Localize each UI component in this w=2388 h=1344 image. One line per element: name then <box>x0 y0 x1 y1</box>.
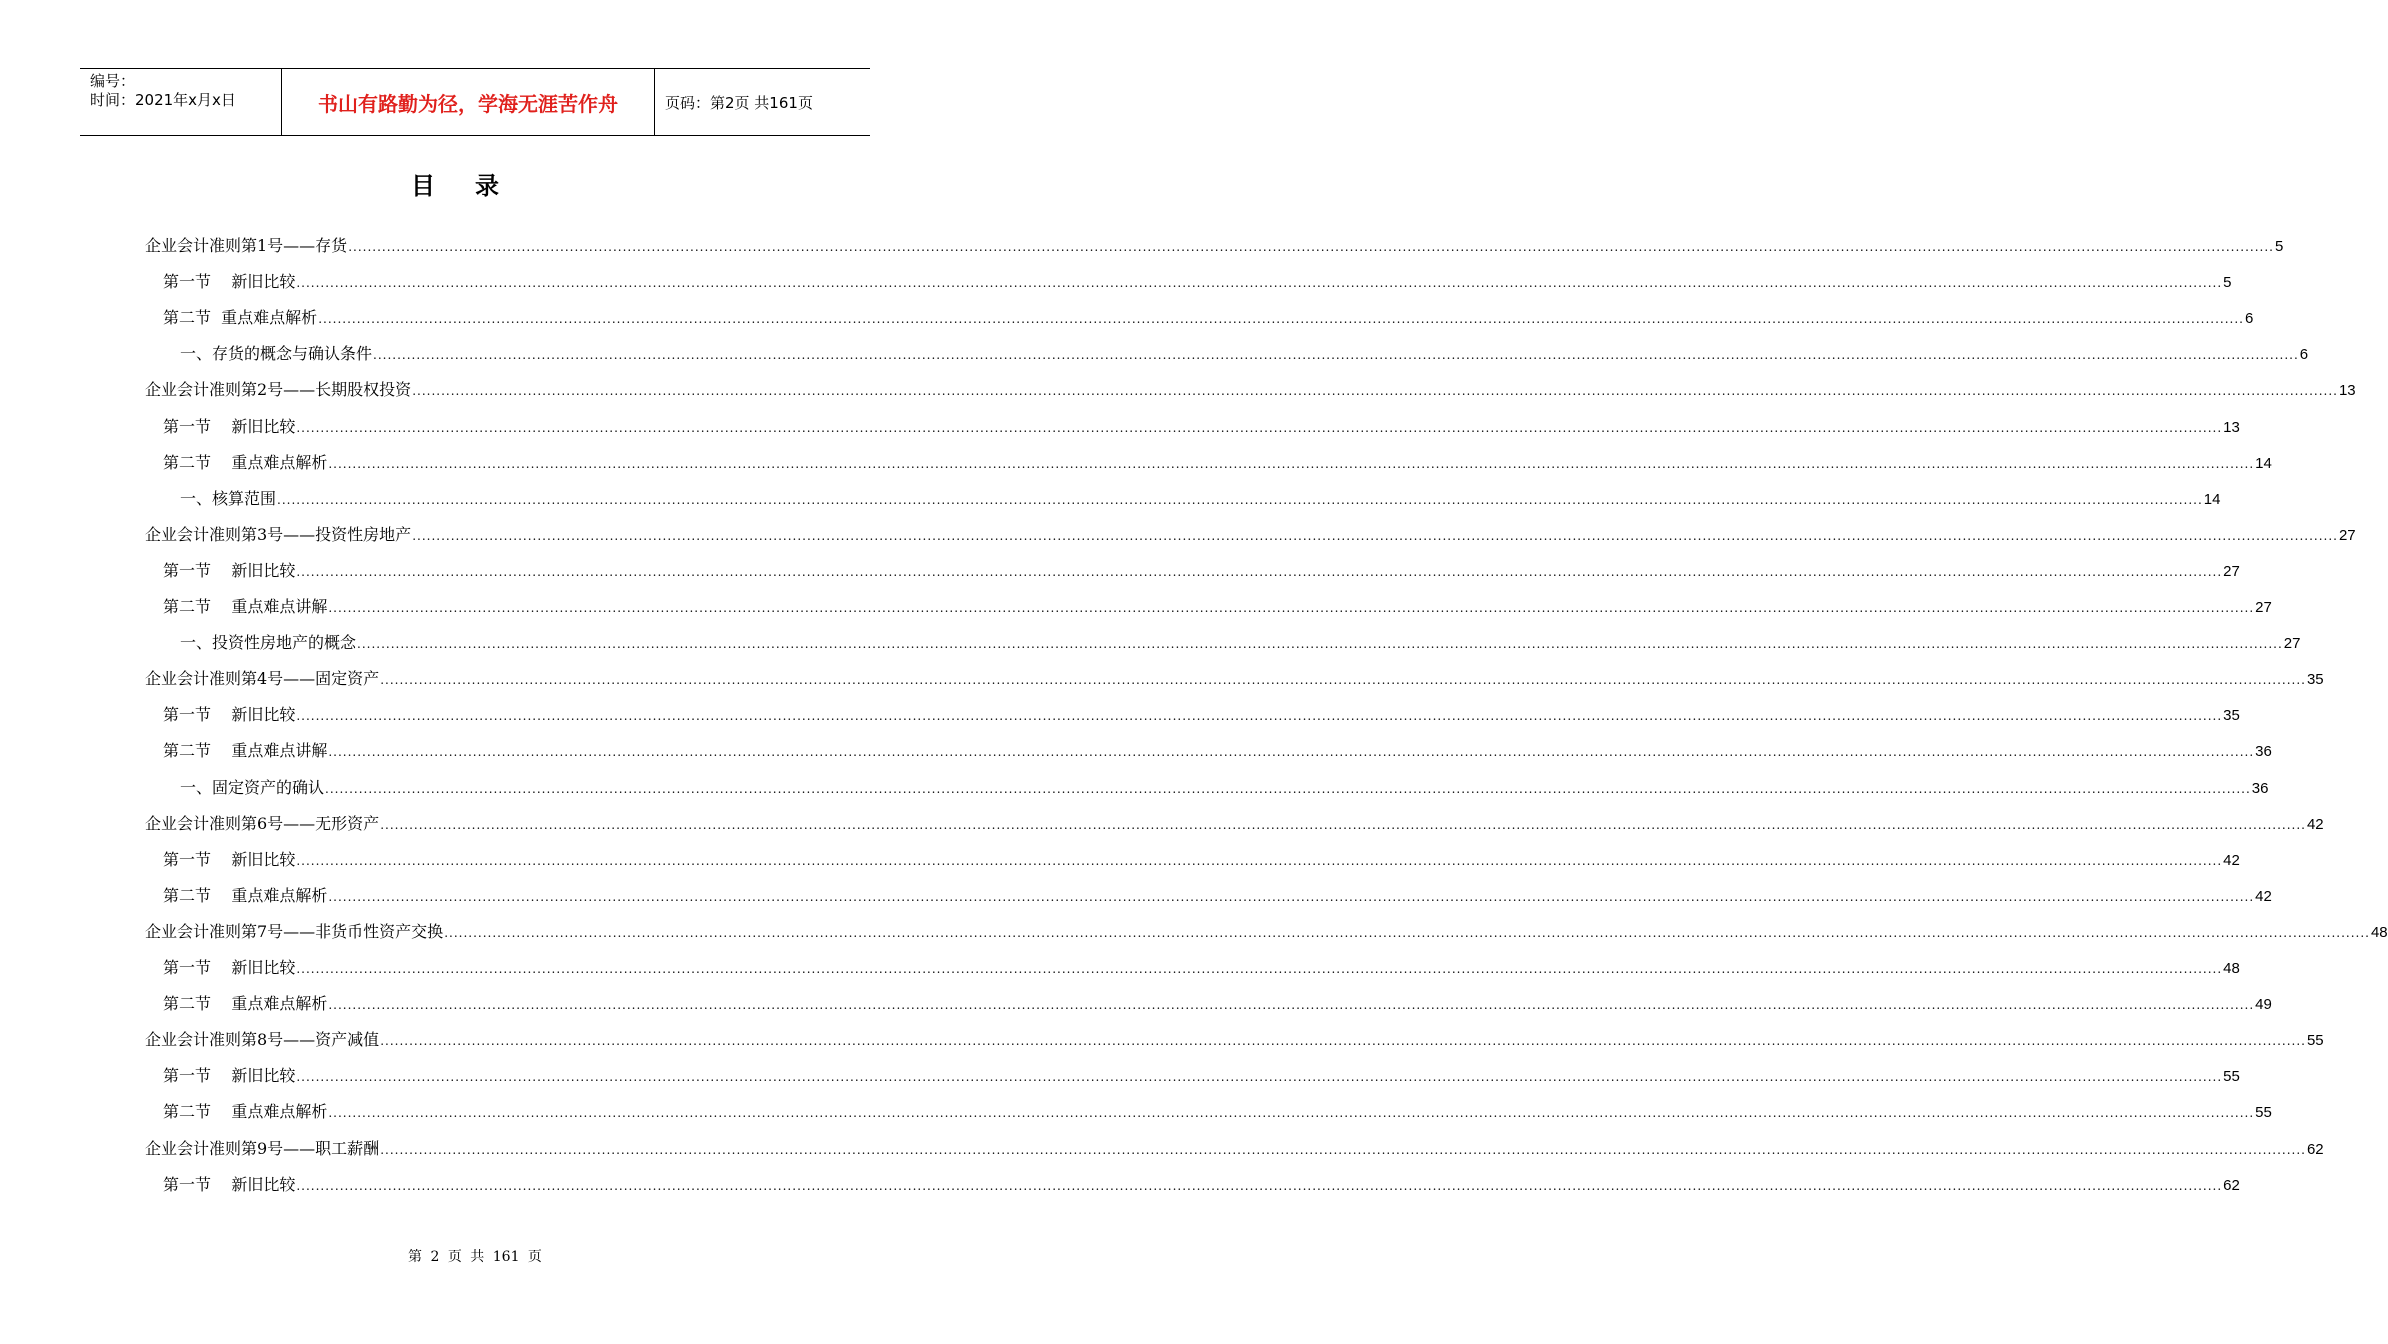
toc-entry-page: 36 <box>2251 779 2269 797</box>
toc-entry-page: 5 <box>2274 238 2284 255</box>
toc-leader-dots: ................................................................................................................................................................................................................................................................................................................................................................................................................ <box>357 637 2283 652</box>
toc-leader-dots: ................................................................................................................................................................................................................................................................................................................................................................................................................ <box>444 925 2370 940</box>
toc-entry-title: 企业会计准则第9号——职工薪酬 <box>145 1138 380 1158</box>
toc-entry[interactable] <box>163 1167 2240 1203</box>
toc-entry-page: 36 <box>2255 743 2272 761</box>
toc-leader-dots: ................................................................................................................................................................................................................................................................................................................................................................................................................ <box>296 420 2223 435</box>
toc-leader-dots: ................................................................................................................................................................................................................................................................................................................................................................................................................ <box>296 1178 2223 1193</box>
toc-entry-page: 48 <box>2370 923 2388 941</box>
toc-entry[interactable] <box>163 264 2232 300</box>
toc-entry-title: 企业会计准则第8号——资产减值 <box>145 1030 380 1050</box>
toc-entry[interactable] <box>145 914 2388 950</box>
toc-entry-title: 企业会计准则第6号——无形资产 <box>145 813 380 833</box>
toc-leader-dots: ................................................................................................................................................................................................................................................................................................................................................................................................................ <box>380 817 2306 832</box>
toc-entry-page: 35 <box>2306 671 2324 689</box>
toc-leader-dots: ................................................................................................................................................................................................................................................................................................................................................................................................................ <box>380 1142 2306 1157</box>
toc-entry-page: 27 <box>2338 526 2356 544</box>
toc-entry[interactable] <box>145 517 2356 553</box>
toc-entry[interactable] <box>163 878 2272 914</box>
toc-entry-title: 一、固定资产的确认 <box>180 777 325 797</box>
toc-entry-title: 第一节 新旧比较 <box>163 1066 296 1086</box>
toc-entry-page: 62 <box>2223 1176 2240 1194</box>
toc-entry-title: 第一节 新旧比较 <box>163 958 296 977</box>
toc-entry[interactable] <box>145 661 2324 697</box>
toc-leader-dots: ................................................................................................................................................................................................................................................................................................................................................................................................................ <box>328 601 2255 615</box>
toc-leader-dots: ................................................................................................................................................................................................................................................................................................................................................................................................................ <box>328 745 2255 760</box>
toc-entry[interactable] <box>145 806 2324 842</box>
toc-entry[interactable] <box>163 842 2240 878</box>
toc-entry-page: 49 <box>2255 996 2272 1014</box>
toc-entry-page: 27 <box>2223 562 2240 580</box>
toc-entry[interactable] <box>163 697 2240 733</box>
toc-entry-page: 55 <box>2306 1032 2324 1050</box>
toc-entry-page: 14 <box>2255 454 2272 472</box>
toc-entry-page: 55 <box>2223 1068 2240 1086</box>
toc-entry[interactable] <box>163 1094 2272 1130</box>
toc-entry-title: 第一节 新旧比较 <box>163 705 296 725</box>
toc-leader-dots: ................................................................................................................................................................................................................................................................................................................................................................................................................ <box>296 1070 2223 1085</box>
toc-entry[interactable] <box>180 481 2221 517</box>
toc-entry-page: 42 <box>2255 887 2272 905</box>
toc-entry[interactable] <box>145 1131 2324 1167</box>
toc-entry-title: 第一节 新旧比较 <box>163 560 296 580</box>
toc-entry-page: 13 <box>2338 382 2356 400</box>
toc-entry-title: 企业会计准则第1号——存货 <box>145 236 348 255</box>
header-meta <box>80 69 282 135</box>
toc-entry-page: 48 <box>2223 960 2240 977</box>
toc-entry-title: 第一节 新旧比较 <box>163 849 296 869</box>
toc-entry[interactable] <box>180 625 2301 661</box>
page-header <box>80 68 870 136</box>
toc-leader-dots: ................................................................................................................................................................................................................................................................................................................................................................................................................ <box>296 962 2223 976</box>
toc-entry[interactable] <box>145 1022 2324 1058</box>
header-page-info: 页码：第2页 共161页 <box>665 93 813 112</box>
toc-entry-page: 42 <box>2306 815 2324 833</box>
toc-entry-title: 一、投资性房地产的概念 <box>180 633 357 653</box>
toc-leader-dots: ................................................................................................................................................................................................................................................................................................................................................................................................................ <box>380 1034 2306 1049</box>
toc-entry-page: 27 <box>2255 599 2272 616</box>
toc-leader-dots: ................................................................................................................................................................................................................................................................................................................................................................................................................ <box>380 673 2306 688</box>
page-footer: 第 2 页 共 161 页 <box>408 1249 542 1265</box>
toc-leader-dots: ................................................................................................................................................................................................................................................................................................................................................................................................................ <box>296 853 2223 868</box>
toc-leader-dots: ................................................................................................................................................................................................................................................................................................................................................................................................................ <box>373 348 2299 363</box>
toc-title: 目录 <box>411 172 539 200</box>
toc-entry-title: 企业会计准则第4号——固定资产 <box>145 669 380 689</box>
toc-entry[interactable] <box>180 770 2269 806</box>
toc-leader-dots: ................................................................................................................................................................................................................................................................................................................................................................................................................ <box>348 240 2274 254</box>
toc-entry-page: 6 <box>2299 346 2309 364</box>
toc-entry-title: 企业会计准则第3号——投资性房地产 <box>145 524 412 544</box>
toc-entry-title: 第二节 重点难点讲解 <box>163 597 328 616</box>
toc-entry-title: 第一节 新旧比较 <box>163 272 296 292</box>
toc-leader-dots: ................................................................................................................................................................................................................................................................................................................................................................................................................ <box>328 1106 2255 1121</box>
toc-entry-title: 第二节 重点难点解析 <box>163 308 318 328</box>
toc-entry[interactable] <box>163 589 2272 625</box>
toc-entry[interactable] <box>145 228 2284 264</box>
toc-entry-page: 13 <box>2223 418 2240 436</box>
toc-leader-dots: ................................................................................................................................................................................................................................................................................................................................................................................................................ <box>412 528 2338 543</box>
toc-entry-page: 6 <box>2244 310 2254 328</box>
toc-entry[interactable] <box>163 950 2240 986</box>
toc-entry-title: 第一节 新旧比较 <box>163 1174 296 1194</box>
toc-entry-title: 第二节 重点难点解析 <box>163 885 328 905</box>
toc-entry-title: 企业会计准则第7号——非货币性资产交换 <box>145 921 444 941</box>
toc-leader-dots: ................................................................................................................................................................................................................................................................................................................................................................................................................ <box>318 312 2244 327</box>
toc-entry-page: 35 <box>2223 707 2240 725</box>
toc-leader-dots: ................................................................................................................................................................................................................................................................................................................................................................................................................ <box>296 709 2223 724</box>
toc-leader-dots: ................................................................................................................................................................................................................................................................................................................................................................................................................ <box>412 384 2338 399</box>
toc-entry-page: 14 <box>2203 490 2221 508</box>
toc-entry-page: 62 <box>2306 1140 2324 1158</box>
toc-leader-dots: ................................................................................................................................................................................................................................................................................................................................................................................................................ <box>277 492 2203 507</box>
toc-entry-title: 第二节 重点难点解析 <box>163 452 328 472</box>
toc-entry-title: 第二节 重点难点解析 <box>163 1102 328 1122</box>
toc-entry-title: 一、存货的概念与确认条件 <box>180 344 373 364</box>
toc-leader-dots: ................................................................................................................................................................................................................................................................................................................................................................................................................ <box>296 564 2223 579</box>
toc-entry[interactable] <box>180 336 2309 372</box>
toc-entry-title: 第一节 新旧比较 <box>163 416 296 436</box>
toc-entry-title: 一、核算范围 <box>180 488 277 508</box>
toc-entry[interactable] <box>163 733 2272 769</box>
toc-entry-page: 55 <box>2255 1104 2272 1122</box>
toc-entry-page: 5 <box>2223 274 2232 292</box>
toc-entry-title: 第二节 重点难点讲解 <box>163 741 328 761</box>
toc-entry[interactable] <box>163 300 2254 336</box>
toc-leader-dots: ................................................................................................................................................................................................................................................................................................................................................................................................................ <box>328 889 2255 904</box>
header-motto: 书山有路勤为径，学海无涯苦作舟 <box>282 69 655 135</box>
toc-entry-page: 27 <box>2283 635 2301 653</box>
toc-leader-dots: ................................................................................................................................................................................................................................................................................................................................................................................................................ <box>328 456 2255 471</box>
toc-entry[interactable] <box>163 409 2240 445</box>
toc-entry[interactable] <box>163 553 2240 589</box>
toc-entry[interactable] <box>163 445 2272 481</box>
toc-leader-dots: ................................................................................................................................................................................................................................................................................................................................................................................................................ <box>325 781 2251 796</box>
toc-leader-dots: ................................................................................................................................................................................................................................................................................................................................................................................................................ <box>328 998 2255 1013</box>
toc-entry[interactable] <box>163 1058 2240 1094</box>
toc-entry-title: 第二节 重点难点解析 <box>163 994 328 1014</box>
toc-entry-title: 企业会计准则第2号——长期股权投资 <box>145 380 412 400</box>
toc-leader-dots: ................................................................................................................................................................................................................................................................................................................................................................................................................ <box>296 276 2223 291</box>
toc-entry[interactable] <box>145 372 2356 408</box>
doc-number-label: 编号： <box>90 72 136 90</box>
toc-entry[interactable] <box>163 986 2272 1022</box>
toc-entry-page: 42 <box>2223 851 2240 869</box>
time-label: 时间：2021年x月x日 <box>90 91 236 109</box>
